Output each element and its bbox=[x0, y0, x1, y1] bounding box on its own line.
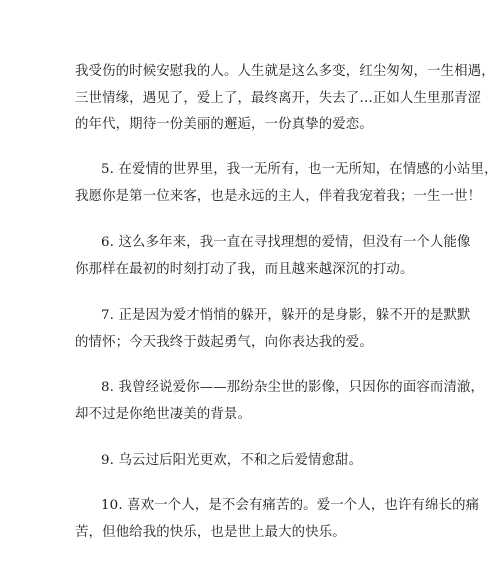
paragraph-line: 却不过是你绝世凄美的背景。 bbox=[75, 406, 252, 422]
paragraph-line: 苦，但他给我的快乐，也是世上最大的快乐。 bbox=[75, 524, 346, 540]
paragraph-line: 我愿你是第一位来客，也是永远的主人，伴着我宠着我；一生一世！ bbox=[75, 188, 482, 204]
paragraph-10 bbox=[75, 493, 480, 546]
paragraph-6 bbox=[75, 230, 471, 283]
paragraph-line: 的年代，期待一份美丽的邂逅，一份真挚的爱恋。 bbox=[75, 117, 373, 132]
paragraph-line: 5. 在爱情的世界里，我一无所有，也一无所知，在情感的小站里， bbox=[101, 162, 498, 177]
paragraph-5 bbox=[75, 157, 498, 210]
paragraph-line: 8. 我曾经说爱你——那纷杂尘世的影像，只因你的面容而清澈， bbox=[101, 380, 485, 395]
paragraph-9 bbox=[75, 448, 435, 475]
paragraph-line: 9. 乌云过后阳光更欢，不和之后爱情愈甜。 bbox=[101, 453, 363, 468]
paragraph-line: 7. 正是因为爱才悄悄的躲开，躲开的是身影，躲不开的是默默 bbox=[101, 308, 471, 323]
paragraph-line: 三世情缘，遇见了，爱上了，最终离开，失去了…正如人生里那青涩 bbox=[75, 90, 482, 106]
paragraph-line: 6. 这么多年来，我一直在寻找理想的爱情，但没有一个人能像 bbox=[101, 235, 471, 250]
paragraph-4-continuation bbox=[75, 59, 495, 139]
paragraph-line: 你那样在最初的时刻打动了我，而且越来越深沉的打动。 bbox=[75, 261, 414, 277]
paragraph-line: 的情怀；今天我终于鼓起勇气，向你表达我的爱。 bbox=[75, 334, 373, 350]
paragraph-7 bbox=[75, 303, 471, 356]
paragraph-8 bbox=[75, 375, 485, 428]
paragraph-line: 我受伤的时候安慰我的人。人生就是这么多变，红尘匆匆，一生相遇， bbox=[75, 64, 495, 79]
paragraph-line: 10. 喜欢一个人，是不会有痛苦的。爱一个人，也许有绵长的痛 bbox=[101, 498, 480, 513]
